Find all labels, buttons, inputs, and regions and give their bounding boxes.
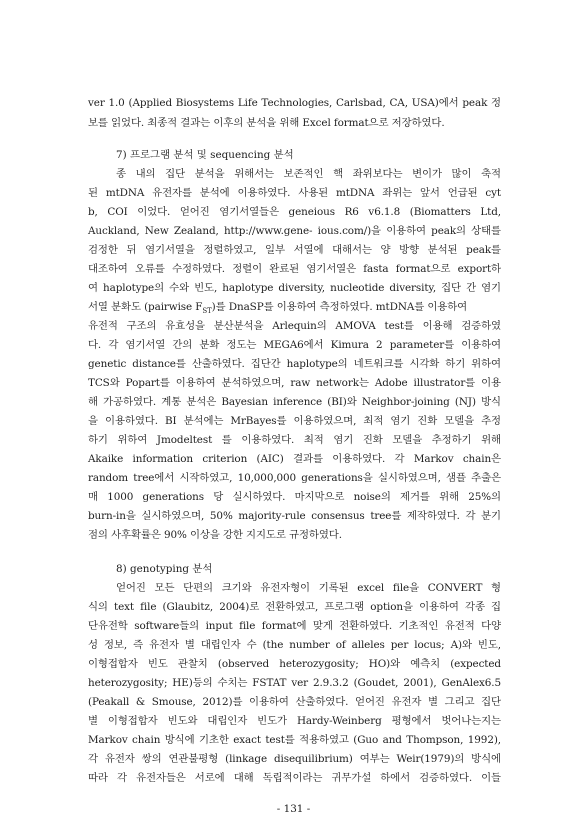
section-7-line: 검정한 뒤 염기서열을 정렬하였고, 일부 서열에 대해서는 양 방향 분석된 peak를	[88, 244, 501, 256]
section-7-line: random tree에서 시작하였고, 10,000,000 generations을 실시하였으며, 샘플 추출은	[88, 472, 501, 484]
section-7-line: 매 1000 generations 당 실시하였다. 마지막으로 noise의 제거를 위해 25%의	[88, 491, 501, 503]
section-7-line: 유전적 구조의 유효성을 분산분석을 Arlequin의 AMOVA test를 이용해 검증하였	[88, 320, 501, 332]
section-7-line: 하기 위하여 Jmodeltest 를 이용하였다. 최적 염기 진화 모델을 추정하기 위해	[88, 434, 501, 446]
section-8-line: 이형접합자 빈도 관찰치 (observed heterozygosity; HO)와 예측치 (expected	[88, 658, 501, 670]
section-7-line: 을 이용하였다. BI 분석에는 MrBayes를 이용하였으며, 최적 염기 진화 모델을 추정	[88, 415, 501, 427]
section-8-line: (Peakall & Smouse, 2012)를 이용하여 산출하였다. 얻어진 유전자 별 그리고 집단	[88, 696, 501, 708]
section-8-line: 성 정보, 즉 유전자 별 대립인자 수 (the number of alleles per locus; A)와 빈도,	[88, 639, 501, 651]
intro-line-2: 보를 읽었다. 최종적 결과는 이후의 분석을 위해 Excel format으로 저장하였다.	[88, 117, 445, 129]
fst-subscript: ST	[202, 307, 212, 316]
section-7-line: 대조하여 오류를 수정하였다. 정렬이 완료된 염기서열은 fasta format으로 export하	[88, 263, 501, 275]
section-8-line: Markov chain 방식에 기초한 exact test를 적용하였고 (Guo and Thompson, 1992),	[88, 734, 501, 746]
section-7-line: Auckland, New Zealand, http://www.gene- ious.com/)을 이용하여 peak의 상태를	[88, 225, 501, 237]
section-7-line: b, COI 이었다. 얻어진 염기서열들은 geneious R6 v6.1.8 (Biomatters Ltd,	[88, 206, 501, 218]
section-7-line: genetic distance를 산출하였다. 집단간 haplotype의 네트워크를 시각화 하기 위하여	[88, 358, 501, 370]
section-8-line: 단유전학 software들의 input file format에 맞게 전환하였다. 기초적인 유전적 다양	[88, 620, 501, 632]
intro-line-1: ver 1.0 (Applied Biosystems Life Technologies, Carlsbad, CA, USA)에서 peak 정	[88, 97, 501, 109]
section-7-line: TCS와 Popart를 이용하여 분석하였으며, raw network는 Adobe illustrator를 이용	[88, 377, 501, 389]
fst-prefix: 서열 분화도 (pairwise F	[88, 301, 203, 313]
fst-suffix: )를 DnaSP를 이용하여 측정하였다. mtDNA를 이용하여	[211, 301, 468, 313]
section-7-heading: 7) 프로그램 분석 및 sequencing 분석	[116, 149, 294, 161]
section-8-line: 식의 text file (Glaubitz, 2004)로 전환하였고, 프로그램 option을 이용하여 각종 집	[88, 601, 501, 613]
section-7-line: 된 mtDNA 유전자를 분석에 이용하였다. 사용된 mtDNA 좌위는 앞서 언급된 cyt	[88, 187, 501, 199]
section-7-line: 점의 사후확률은 90% 이상을 강한 지지도로 규정하였다.	[88, 529, 342, 541]
section-7-line: 해 가공하였다. 계통 분석은 Bayesian inference (BI)와 Neighbor-joining (NJ) 방식	[88, 396, 501, 408]
section-8-heading: 8) genotyping 분석	[116, 563, 213, 575]
section-7-line: burn-in을 실시하였으며, 50% majority-rule consensus tree를 제작하였다. 각 분기	[88, 510, 501, 522]
section-8-line: 각 유전자 쌍의 연관불평형 (linkage disequilibrium) 여부는 Weir(1979)의 방식에	[88, 753, 501, 765]
section-7-line: 여 haplotype의 수와 빈도, haplotype diversity, nucleotide diversity, 집단 간 염기	[88, 282, 501, 294]
section-8-line: 따라 각 유전자들은 서로에 대해 독립적이라는 귀무가설 하에서 검증하였다. 이들	[88, 772, 501, 784]
section-8-line: 별 이형접합자 빈도와 대립인자 빈도가 Hardy-Weinberg 평형에서 벗어나는지는	[88, 715, 501, 727]
section-7-line: Akaike information criterion (AIC) 결과를 이용하였다. 각 Markov chain은	[88, 453, 501, 465]
section-7-line-fst	[88, 300, 501, 314]
section-7-line: 다. 각 염기서열 간의 분화 정도는 MEGA6에서 Kimura 2 parameter를 이용하여	[88, 339, 501, 351]
page-number: - 131 -	[276, 803, 311, 815]
section-8-line: 얻어진 모든 단편의 크기와 유전자형이 기록된 excel file을 CONVERT 형	[116, 582, 501, 594]
section-8-line: heterozygosity; HE)등의 수치는 FSTAT ver 2.9.3.2 (Goudet, 2001), GenAlex6.5	[88, 677, 501, 689]
section-7-line: 종 내의 집단 분석을 위해서는 보존적인 핵 좌위보다는 변이가 많이 축적	[116, 168, 501, 180]
